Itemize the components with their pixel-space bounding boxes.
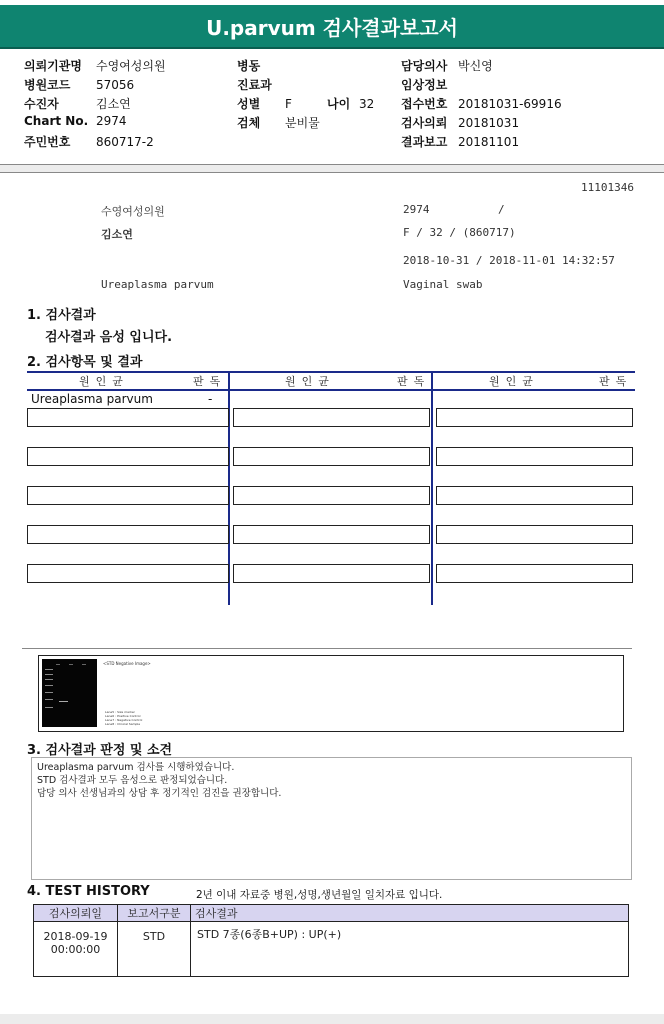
report-test-name: Ureaplasma parvum bbox=[101, 278, 214, 291]
header-row-ward bbox=[237, 57, 285, 74]
history-date-cell bbox=[34, 922, 118, 977]
header-row-age bbox=[327, 95, 374, 112]
report-title: U.parvum 검사결과보고서 bbox=[0, 5, 664, 49]
header-key: 검사의뢰 bbox=[401, 116, 448, 130]
header-value: 분비물 bbox=[285, 116, 320, 130]
report-patient: 김소연 bbox=[101, 228, 133, 241]
comment-line: STD 검사결과 모두 음성으로 판정되었습니다. bbox=[37, 775, 228, 786]
result-cell-box bbox=[27, 486, 229, 505]
result-cell-box bbox=[27, 564, 229, 583]
col-judge-2: 판독 bbox=[397, 375, 431, 388]
col-judge-3: 판독 bbox=[599, 375, 633, 388]
col-judge-1: 판독 bbox=[193, 375, 227, 388]
col-pathogen-2: 원인균 bbox=[285, 375, 335, 388]
section2-heading: 2. 검사항목 및 결과 bbox=[27, 355, 143, 370]
header-row-reception-no bbox=[401, 95, 562, 112]
history-date: 2018-09-19 bbox=[43, 930, 108, 943]
header-value: 박신영 bbox=[458, 59, 493, 73]
header-key: 수진자 bbox=[24, 97, 59, 111]
header-value: 2974 bbox=[96, 114, 127, 128]
header-value: 김소연 bbox=[96, 97, 131, 111]
header-value: 860717-2 bbox=[96, 135, 154, 149]
header-key: 담당의사 bbox=[401, 59, 448, 73]
header-row-report-date bbox=[401, 133, 519, 150]
result-cell-box bbox=[27, 408, 229, 427]
history-note: 2년 이내 자료중 병원,성명,생년월일 일치자료 입니다. bbox=[196, 889, 443, 901]
header-key: 임상정보 bbox=[401, 78, 448, 92]
header-row-request-date bbox=[401, 114, 519, 131]
header-row-sex bbox=[237, 95, 292, 112]
result-cell-box bbox=[233, 408, 430, 427]
comment-box bbox=[31, 757, 632, 880]
header-row-patient bbox=[24, 95, 131, 112]
history-col-report-type: 보고서구분 bbox=[118, 905, 191, 922]
section1-result-text: 검사결과 음성 입니다. bbox=[45, 330, 173, 345]
history-time: 00:00:00 bbox=[50, 943, 101, 956]
header-key: 결과보고 bbox=[401, 135, 448, 149]
comment-line: Ureaplasma parvum 검사를 시행하였습니다. bbox=[37, 762, 235, 773]
gel-note: Lane7 : Negative Control bbox=[105, 718, 143, 722]
section4-heading: 4. TEST HISTORY bbox=[27, 884, 150, 899]
report-dates: 2018-10-31 / 2018-11-01 14:32:57 bbox=[403, 254, 615, 267]
header-value: 20181031-69916 bbox=[458, 97, 562, 111]
report-specimen: Vaginal swab bbox=[403, 278, 483, 291]
history-col-request-date: 검사의뢰일 bbox=[34, 905, 118, 922]
report-sex-age: F / 32 / (860717) bbox=[403, 226, 516, 239]
report-chart-no: 2974 bbox=[403, 203, 430, 216]
header-row-id-number bbox=[24, 133, 154, 150]
page-gap bbox=[0, 165, 664, 172]
history-type: STD bbox=[118, 922, 191, 977]
header-value: F bbox=[285, 97, 292, 111]
gel-image bbox=[42, 659, 97, 727]
header-row-hospital-code bbox=[24, 76, 134, 93]
header-row-clinical-info bbox=[401, 76, 458, 93]
header-row-department bbox=[237, 76, 285, 93]
result-cell-box bbox=[233, 447, 430, 466]
result-cell-box bbox=[233, 486, 430, 505]
report-clinic: 수영여성의원 bbox=[101, 205, 165, 218]
result-cell-box bbox=[436, 564, 633, 583]
col-pathogen-1: 원인균 bbox=[79, 375, 129, 388]
page-bottom-band bbox=[0, 1014, 664, 1024]
header-key: 의뢰기관명 bbox=[24, 59, 82, 73]
header-key: 검체 bbox=[237, 116, 261, 130]
header-row-doctor bbox=[401, 57, 493, 74]
result-cell-box bbox=[27, 525, 229, 544]
result-cell-box bbox=[436, 525, 633, 544]
history-header-row bbox=[34, 905, 629, 922]
gel-image-frame bbox=[38, 655, 624, 732]
col-pathogen-3: 원인균 bbox=[489, 375, 539, 388]
header-value: 57056 bbox=[96, 78, 135, 92]
gel-notes bbox=[105, 710, 142, 726]
header-row-specimen bbox=[237, 114, 320, 131]
row1-pathogen-name: Ureaplasma parvum bbox=[31, 392, 153, 406]
gel-note: Lane5 : Size marker bbox=[105, 710, 135, 714]
page-divider bbox=[0, 172, 664, 173]
result-cell-box bbox=[436, 408, 633, 427]
result-cell-box bbox=[233, 525, 430, 544]
header-key: 접수번호 bbox=[401, 97, 448, 111]
result-cell-box bbox=[436, 447, 633, 466]
section3-heading: 3. 검사결과 판정 및 소견 bbox=[27, 743, 173, 758]
comment-line: 담당 의사 선생님과의 상담 후 정기적인 검진을 권장합니다. bbox=[37, 788, 282, 799]
report-chart-slash: / bbox=[498, 203, 505, 216]
header-value: 수영여성의원 bbox=[96, 59, 166, 73]
header-key: Chart No. bbox=[24, 114, 89, 128]
column-divider-2 bbox=[431, 371, 433, 605]
table-row bbox=[34, 922, 629, 977]
gel-caption: <STD Negative Image> bbox=[103, 661, 151, 666]
header-key: 성별 bbox=[237, 97, 261, 111]
result-cell-box bbox=[436, 486, 633, 505]
result-cell-box bbox=[27, 447, 229, 466]
header-row-chart-no bbox=[24, 114, 127, 128]
scan-top-rule bbox=[22, 648, 632, 649]
history-table bbox=[33, 904, 629, 977]
gel-note: Lane8 : Clinical Sample bbox=[105, 722, 141, 726]
header-key: 주민번호 bbox=[24, 135, 71, 149]
header-key: 병동 bbox=[237, 59, 261, 73]
header-value: 32 bbox=[359, 97, 375, 111]
gel-bands-graphic bbox=[42, 659, 97, 727]
header-key: 진료과 bbox=[237, 78, 272, 92]
header-key: 나이 bbox=[327, 97, 351, 111]
row1-result: - bbox=[208, 392, 213, 406]
result-cell-box bbox=[233, 564, 430, 583]
header-value: 20181031 bbox=[458, 116, 520, 130]
header-key: 병원코드 bbox=[24, 78, 71, 92]
gel-note: Lane6 : Positive Control bbox=[105, 714, 141, 718]
report-code: 11101346 bbox=[581, 181, 634, 194]
results-table-header bbox=[27, 371, 635, 391]
history-result: STD 7종(6종B+UP) : UP(+) bbox=[191, 922, 629, 977]
history-col-result: 검사결과 bbox=[191, 905, 629, 922]
header-row-org bbox=[24, 57, 166, 74]
header-value: 20181101 bbox=[458, 135, 520, 149]
section1-heading: 1. 검사결과 bbox=[27, 308, 96, 323]
